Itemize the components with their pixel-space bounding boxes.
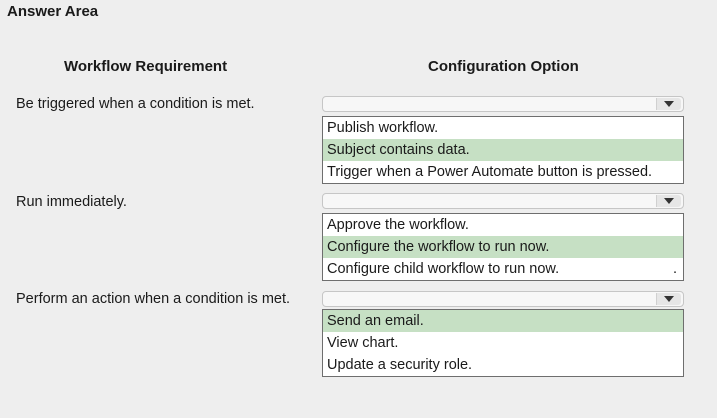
option-item-selected[interactable]	[323, 139, 683, 161]
requirement-label-1: Be triggered when a condition is met.	[16, 96, 255, 112]
option-label: Configure the workflow to run now.	[327, 239, 550, 255]
option-list-2	[322, 213, 684, 281]
dropdown-button-1[interactable]	[656, 98, 681, 110]
configuration-dropdown-2[interactable]	[322, 193, 684, 209]
option-item[interactable]	[323, 354, 683, 376]
option-label: Subject contains data.	[327, 142, 470, 158]
requirement-label-2: Run immediately.	[16, 194, 127, 210]
configuration-dropdown-3[interactable]	[322, 291, 684, 307]
option-label: Approve the workflow.	[327, 217, 469, 233]
option-label: Update a security role.	[327, 357, 473, 373]
option-label: Send an email.	[327, 313, 424, 329]
option-item[interactable]	[323, 161, 683, 183]
option-trail-mark: .	[672, 261, 677, 277]
option-item[interactable]	[323, 332, 683, 354]
option-list-1	[322, 116, 684, 184]
option-list-3	[322, 309, 684, 377]
workflow-requirement-header: Workflow Requirement	[64, 58, 228, 75]
option-item[interactable]	[323, 117, 683, 139]
option-item-selected[interactable]	[323, 236, 683, 258]
answer-area-title: Answer Area	[7, 3, 99, 20]
chevron-down-icon	[664, 296, 674, 302]
chevron-down-icon	[664, 101, 674, 107]
option-item[interactable]	[323, 258, 683, 280]
configuration-dropdown-1[interactable]	[322, 96, 684, 112]
option-label: Configure child workflow to run now.	[327, 261, 560, 277]
dropdown-button-3[interactable]	[656, 293, 681, 305]
chevron-down-icon	[664, 198, 674, 204]
option-label: Publish workflow.	[327, 120, 439, 136]
option-item-selected[interactable]	[323, 310, 683, 332]
option-item[interactable]	[323, 214, 683, 236]
configuration-option-header: Configuration Option	[428, 58, 579, 75]
option-label: View chart.	[327, 335, 399, 351]
requirement-label-3: Perform an action when a condition is met.	[16, 291, 291, 307]
option-label: Trigger when a Power Automate button is pressed.	[327, 164, 653, 180]
dropdown-button-2[interactable]	[656, 195, 681, 207]
